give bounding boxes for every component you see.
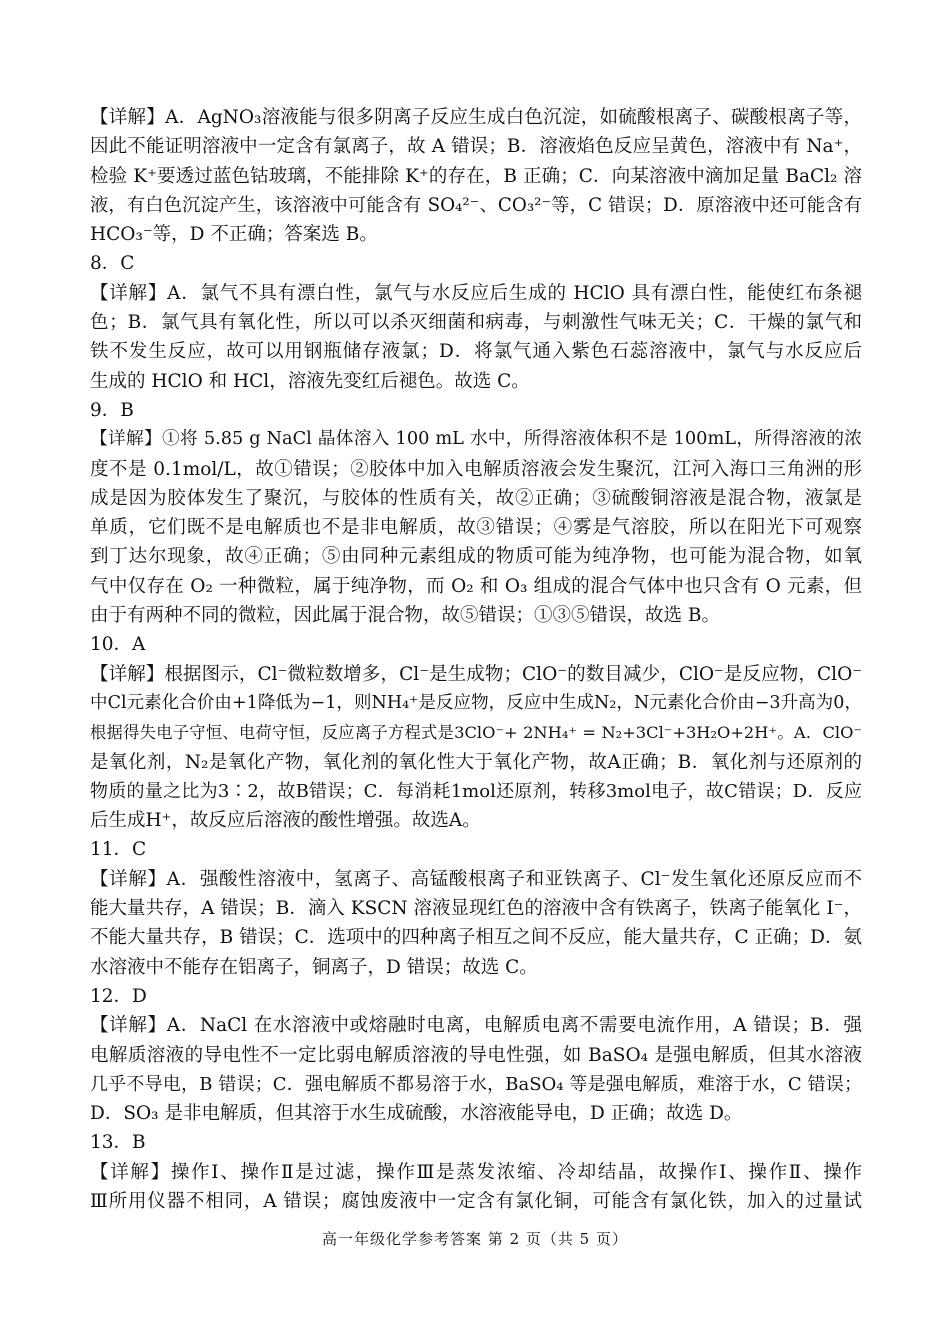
text-line: 因此不能证明溶液中一定含有氯离子，故 A 错误；B．溶液焰色反应呈黄色，溶液中有 Na⁺， xyxy=(90,136,862,158)
text-line: 电解质溶液的导电性不一定比弱电解质溶液的导电性强，如 BaSO₄ 是强电解质，但其水溶液 xyxy=(90,1044,862,1066)
text-line: 后生成H⁺，故反应后溶液的酸性增强。故选A。 xyxy=(90,810,481,832)
text-line: 【详解】根据图示，Cl⁻微粒数增多，Cl⁻是生成物；ClO⁻的数目减少，ClO⁻是反应物，ClO⁻ xyxy=(90,663,862,685)
text-line: 几乎不导电，B 错误；C．强电解质不都易溶于水，BaSO₄ 等是强电解质，难溶于水，C 错误； xyxy=(90,1073,862,1095)
text-line: 水溶液中不能存在铝离子，铜离子，D 错误；故选 C。 xyxy=(90,956,538,978)
text-line: 到丁达尔现象，故④正确；⑤由同种元素组成的物质可能为纯净物，也可能为混合物，如氧 xyxy=(90,546,862,568)
text-line: 检验 K⁺要透过蓝色钴玻璃，不能排除 K⁺的存在，B 正确；C．向某溶液中滴加足量 BaCl₂ 溶 xyxy=(90,165,862,187)
text-line: 能大量共存，A 错误；B．滴入 KSCN 溶液显现红色的溶液中含有铁离子，铁离子能氧化 I⁻， xyxy=(90,898,862,920)
text-line: 【详解】操作Ⅰ、操作Ⅱ是过滤，操作Ⅲ是蒸发浓缩、冷却结晶，故操作Ⅰ、操作Ⅱ、操作 xyxy=(90,1161,862,1183)
text-line: Ⅲ所用仪器不相同，A 错误；腐蚀废液中一定含有氯化铜，可能含有氯化铁，加入的过量试 xyxy=(90,1190,862,1212)
answer-text xyxy=(90,103,862,1216)
text-line: 成是因为胶体发生了聚沉，与胶体的性质有关，故②正确；③硫酸铜溶液是混合物，液氯是 xyxy=(90,487,862,509)
text-line: 色；B．氯气具有氧化性，所以可以杀灭细菌和病毒，与刺激性气味无关；C．干燥的氯气和 xyxy=(90,312,862,334)
text-line: 【详解】A．AgNO₃溶液能与很多阴离子反应生成白色沉淀，如硫酸根离子、碳酸根离子等， xyxy=(90,107,862,128)
text-line: 气中仅存在 O₂ 一种微粒，属于纯净物，而 O₂ 和 O₃ 组成的混合气体中也只含有 O 元素，但 xyxy=(90,575,862,597)
text-line: 【详解】A．NaCl 在水溶液中或熔融时电离，电解质电离不需要电流作用，A 错误；B．强 xyxy=(90,1015,862,1037)
page-footer: 高一年级化学参考答案 第 2 页（共 5 页） xyxy=(322,1230,628,1248)
text-line: 由于有两种不同的微粒，因此属于混合物，故⑤错误；①③⑤错误，故选 B。 xyxy=(90,605,720,627)
answer-number-8: 8．C xyxy=(90,253,135,275)
text-line: D．SO₃ 是非电解质，但其溶于水生成硫酸，水溶液能导电，D 正确；故选 D。 xyxy=(90,1103,743,1125)
text-line: 根据得失电子守恒、电荷守恒，反应离子方程式是3ClO⁻+ 2NH₄⁺ = N₂+3Cl⁻+3H₂O+2H⁺。A．ClO⁻ xyxy=(90,723,862,743)
text-line: 单质，它们既不是电解质也不是非电解质，故③错误；④雾是气溶胶，所以在阳光下可观察 xyxy=(90,517,862,539)
text-line: 中Cl元素化合价由+1降低为−1，则NH₄⁺是反应物，反应中生成N₂，N元素化合价由−3升高为0， xyxy=(90,692,862,713)
answer-number-10: 10．A xyxy=(90,634,146,656)
text-line: 【详解】A．强酸性溶液中，氢离子、高锰酸根离子和亚铁离子、Cl⁻发生氧化还原反应而不 xyxy=(90,868,862,890)
text-line: HCO₃⁻等，D 不正确；答案选 B。 xyxy=(90,224,378,246)
text-line: 物质的量之比为3∶2，故B错误；C．每消耗1mol还原剂，转移3mol电子，故C错误；D．反应 xyxy=(90,780,862,802)
text-line: 生成的 HClO 和 HCl，溶液先变红后褪色。故选 C。 xyxy=(90,370,530,392)
text-line: 液，有白色沉淀产生，该溶液中可能含有 SO₄²⁻、CO₃²⁻等，C 错误；D．原溶液中还可能含有 xyxy=(90,194,862,216)
answer-number-11: 11．C xyxy=(90,839,147,861)
text-line: 是氧化剂，N₂是氧化产物，氧化剂的氧化性大于氧化产物，故A正确；B．氧化剂与还原剂的 xyxy=(90,751,862,773)
text-line: 不能大量共存，B 错误；C．选项中的四种离子相互之间不反应，能大量共存，C 正确；D．氨 xyxy=(90,927,862,949)
text-line: 【详解】A．氯气不具有漂白性，氯气与水反应后生成的 HClO 具有漂白性，能使红布条褪 xyxy=(90,282,862,304)
text-line: 【详解】①将 5.85 g NaCl 晶体溶入 100 mL 水中，所得溶液体积不是 100mL，所得溶液的浓 xyxy=(90,429,862,450)
text-line: 度不是 0.1mol/L，故①错误；②胶体中加入电解质溶液会发生聚沉，江河入海口三角洲的形 xyxy=(90,458,862,480)
answer-number-9: 9．B xyxy=(90,399,134,421)
answer-number-12: 12．D xyxy=(90,985,147,1007)
text-line: 铁不发生反应，故可以用钢瓶储存液氯；D．将氯气通入紫色石蕊溶液中，氯气与水反应后 xyxy=(90,341,862,363)
answer-number-13: 13．B xyxy=(90,1132,146,1154)
